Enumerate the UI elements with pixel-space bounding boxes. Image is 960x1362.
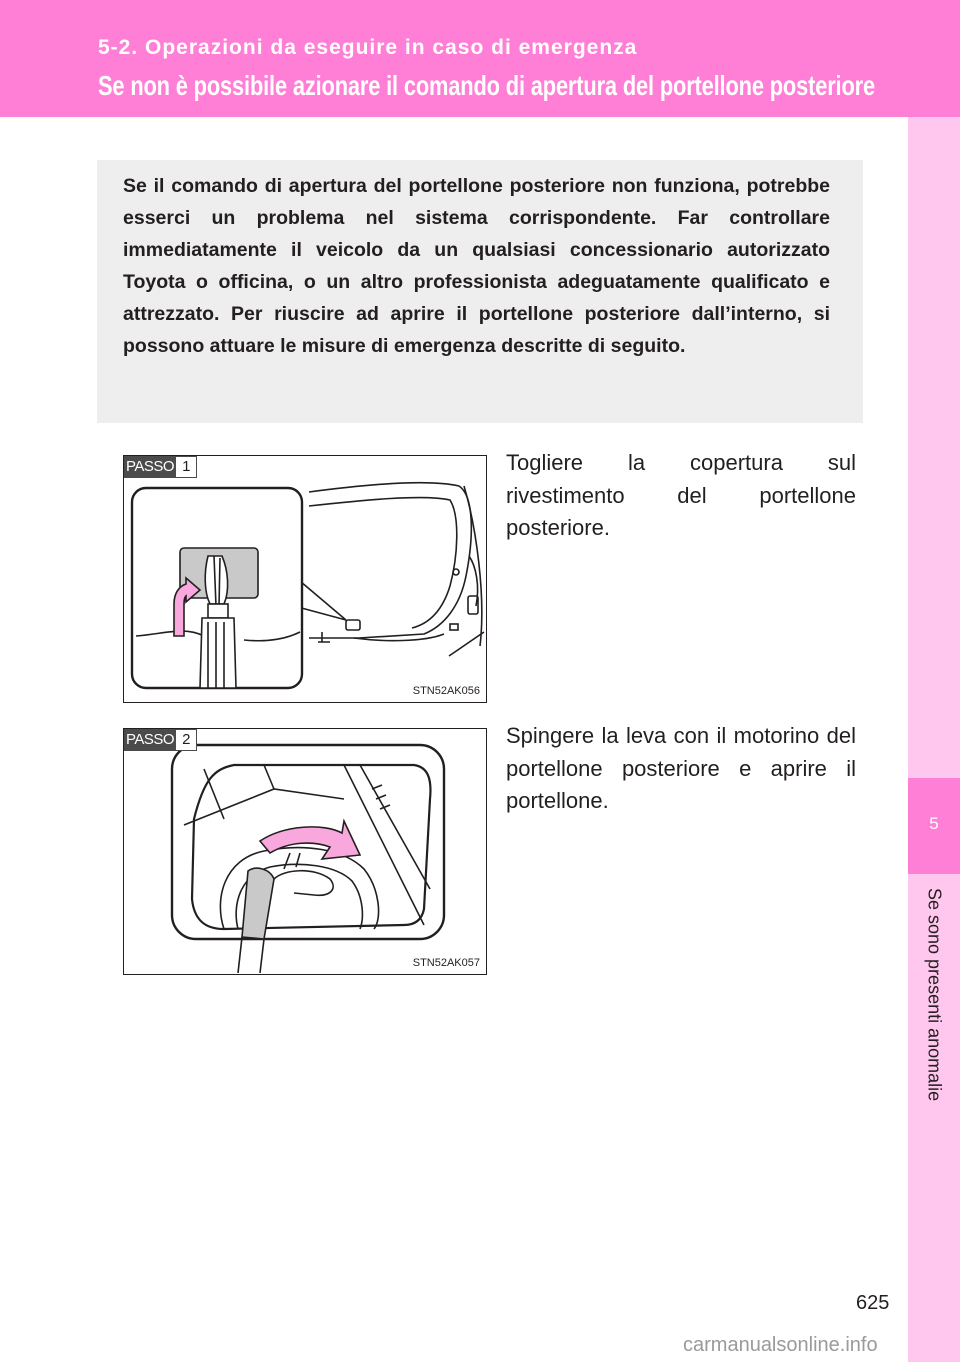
step-2-badge — [124, 729, 197, 751]
chapter-number-block[interactable] — [908, 778, 960, 874]
section-title: 5-2. Operazioni da eseguire in caso di emergenza — [98, 36, 638, 59]
intro-text: Se il comando di apertura del portellone posteriore non funziona, potrebbe esserci un problema nel sistema corrispondente. Far controllare immediatamente il veicolo da un qualsiasi concessionario autorizzato Toyota o officina, o un altro professionista adeguatamente qualificato e attrezzato. Per riuscire ad aprire il portellone posteriore dall’interno, si possono attuare le misure di emergenza descritte di seguito. — [123, 175, 830, 357]
step-2-badge-label: PASSO — [124, 729, 176, 751]
step-2-badge-number: 2 — [176, 729, 197, 751]
watermark: carmanualsonline.info — [683, 1334, 878, 1356]
chapter-title-vertical: Se sono presenti anomalie — [924, 888, 945, 1102]
step-2-text: Spingere la leva con il motorino del portellone posteriore e aprire il portellone. — [506, 723, 856, 813]
step-1-illustration — [123, 455, 487, 703]
step-1-badge-number: 1 — [176, 456, 197, 478]
step-2-illustration — [123, 728, 487, 975]
tailgate-trim-drawing — [124, 456, 486, 702]
page-heading: Se non è possibile azionare il comando di apertura del portellone posteriore — [98, 70, 875, 101]
step-1-badge-label: PASSO — [124, 456, 176, 478]
step-1-text: Togliere la copertura sul rivestimento del portellone posteriore. — [506, 450, 856, 540]
tailgate-lever-drawing — [124, 729, 486, 974]
step-1-figure-code: STN52AK056 — [412, 685, 480, 697]
step-1-badge — [124, 456, 197, 478]
chapter-side-tab — [908, 117, 960, 1362]
page-number: 625 — [856, 1292, 890, 1314]
step-2-figure-code: STN52AK057 — [412, 957, 480, 969]
chapter-number: 5 — [929, 814, 939, 833]
page-header — [0, 0, 960, 117]
intro-notice-box — [97, 160, 863, 423]
